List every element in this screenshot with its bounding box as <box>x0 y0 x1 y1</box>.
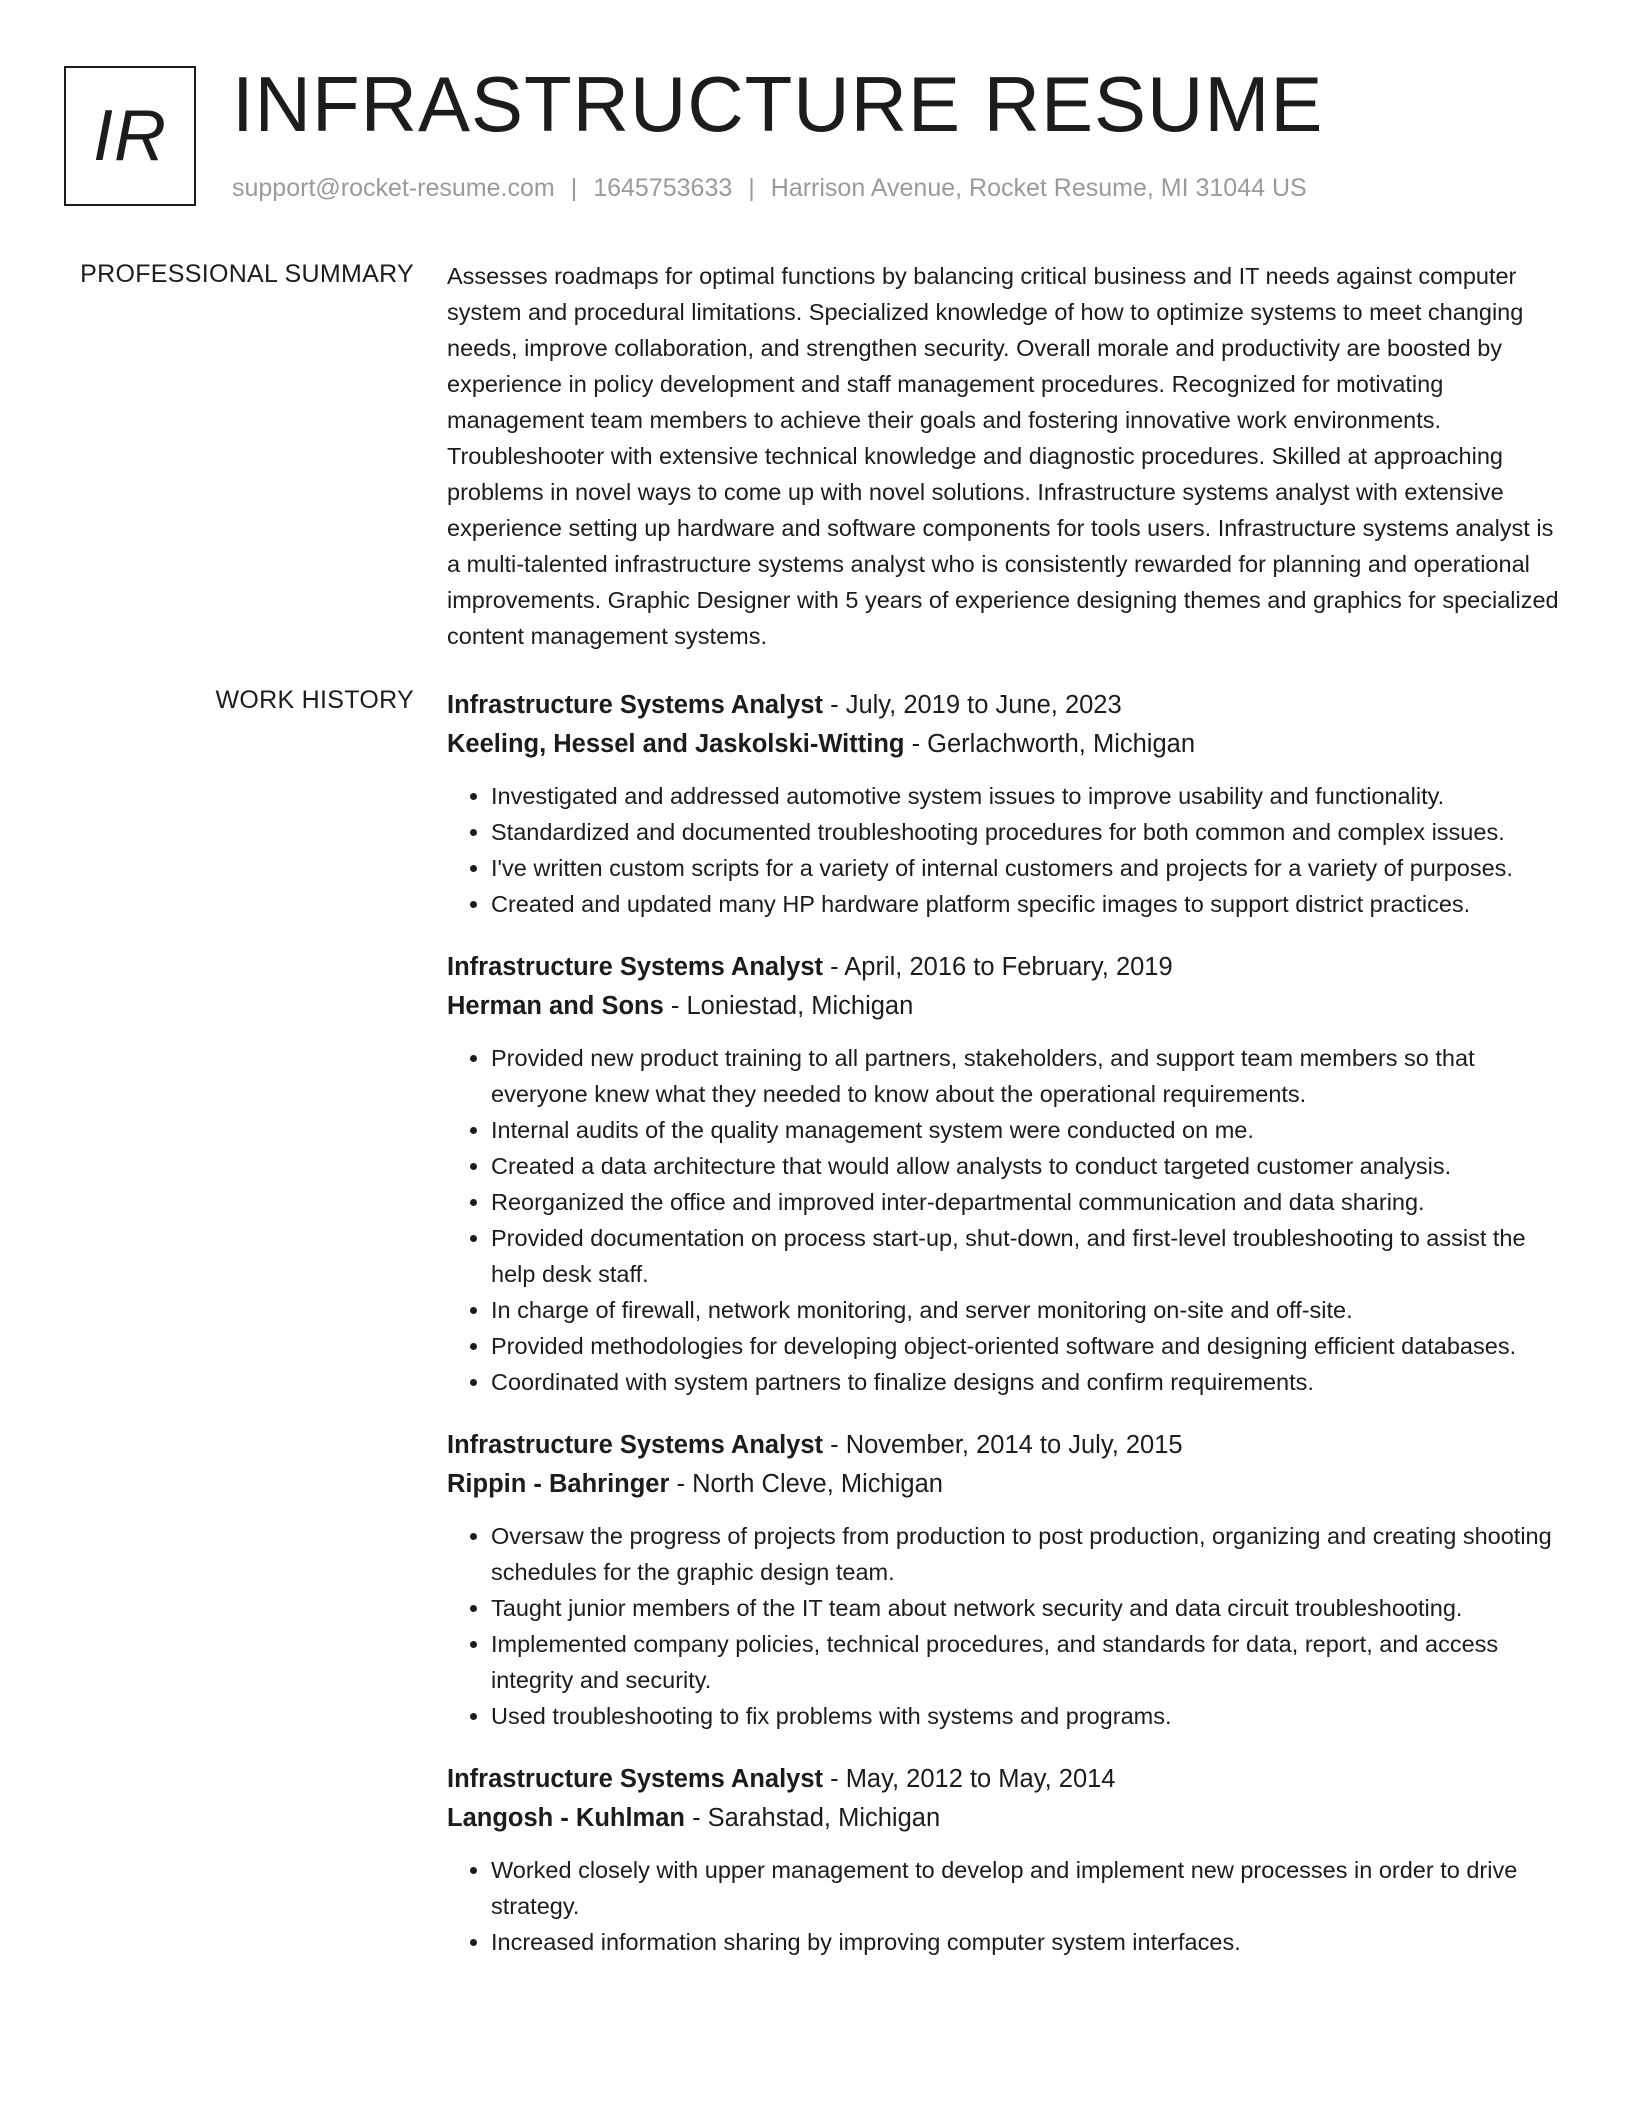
job-location: - Gerlachworth, Michigan <box>904 730 1196 758</box>
job-bullet-list <box>447 1518 1567 1734</box>
job-company-line <box>447 1799 1567 1838</box>
job-bullet: • Provided new product training to all partners, stakeholders, and support team members so that everyone knew what they needed to know about the operational requirements. <box>491 1040 1567 1112</box>
contact-email: support@rocket-resume.com <box>232 174 555 202</box>
resume-title: INFRASTRUCTURE RESUME <box>232 60 1324 148</box>
job-title-line <box>447 1760 1567 1799</box>
summary-body <box>447 258 1567 654</box>
job-company-line <box>447 987 1567 1026</box>
job-bullet: • Coordinated with system partners to finalize designs and confirm requirements. <box>491 1364 1567 1400</box>
job-title: Infrastructure Systems Analyst <box>447 691 824 719</box>
job-title-line <box>447 1426 1567 1465</box>
job-company: Herman and Sons <box>447 992 664 1020</box>
job-dates: - April, 2016 to February, 2019 <box>823 953 1173 981</box>
monogram-logo: IR <box>64 66 196 206</box>
contact-address: Harrison Avenue, Rocket Resume, MI 31044 US <box>770 174 1307 202</box>
job-entry <box>447 1426 1567 1734</box>
contact-separator: | <box>748 174 755 202</box>
job-bullet: • I've written custom scripts for a variety of internal customers and projects for a variety of purposes. <box>491 850 1567 886</box>
job-company-line <box>447 1465 1567 1504</box>
job-location: - Sarahstad, Michigan <box>685 1804 941 1832</box>
job-title: Infrastructure Systems Analyst <box>447 953 824 981</box>
job-location: - Loniestad, Michigan <box>663 992 914 1020</box>
job-bullet: • In charge of firewall, network monitoring, and server monitoring on-site and off-site. <box>491 1292 1567 1328</box>
contact-separator: | <box>570 174 578 202</box>
job-bullet: • Internal audits of the quality management system were conducted on me. <box>491 1112 1567 1148</box>
job-title-line <box>447 948 1567 987</box>
contact-line <box>232 174 1307 203</box>
job-dates: - July, 2019 to June, 2023 <box>823 691 1122 719</box>
job-bullet: • Reorganized the office and improved inter-departmental communication and data sharing. <box>491 1184 1567 1220</box>
job-entry <box>447 948 1567 1400</box>
job-bullet: • Oversaw the progress of projects from production to post production, organizing and creating shooting schedules for the graphic design team. <box>491 1518 1567 1590</box>
job-company: Keeling, Hessel and Jaskolski-Witting <box>447 730 905 758</box>
job-bullet-list <box>447 1040 1567 1400</box>
job-bullet: • Provided documentation on process start-up, shut-down, and first-level troubleshooting to assist the help desk staff. <box>491 1220 1567 1292</box>
work-history-list <box>447 686 1567 1986</box>
job-bullet-list <box>447 1852 1567 1960</box>
section-label-work-history: WORK HISTORY <box>215 686 414 714</box>
job-bullet: • Created and updated many HP hardware platform specific images to support district practices. <box>491 886 1567 922</box>
job-bullet: • Investigated and addressed automotive system issues to improve usability and functionality. <box>491 778 1567 814</box>
job-entry <box>447 1760 1567 1960</box>
job-title: Infrastructure Systems Analyst <box>447 1431 824 1459</box>
job-entry <box>447 686 1567 922</box>
job-bullet: • Worked closely with upper management to develop and implement new processes in order to drive strategy. <box>491 1852 1567 1924</box>
job-bullet: • Used troubleshooting to fix problems with systems and programs. <box>491 1698 1567 1734</box>
summary-text: Assesses roadmaps for optimal functions by balancing critical business and IT needs against computer system and procedural limitations. Specialized knowledge of how to optimize systems to meet changing needs, improve collaboration, and strengthen security. Overall morale and productivity are boosted by experience in policy development and staff management procedures. Recognized for motivating management team members to achieve their goals and fostering innovative work environments. Troubleshooter with extensive technical knowledge and diagnostic procedures. Skilled at approaching problems in novel ways to come up with novel solutions. Infrastructure systems analyst with extensive experience setting up hardware and software components for tools users. Infrastructure systems analyst is a multi-talented infrastructure systems analyst who is consistently rewarded for planning and operational improvements. Graphic Designer with 5 years of experience designing themes and graphics for specialized content management systems. <box>447 263 1559 649</box>
job-company: Rippin - Bahringer <box>447 1470 670 1498</box>
job-bullet: • Provided methodologies for developing object-oriented software and designing efficient databases. <box>491 1328 1567 1364</box>
job-location: - North Cleve, Michigan <box>669 1470 943 1498</box>
job-dates: - May, 2012 to May, 2014 <box>823 1765 1116 1793</box>
job-bullet: • Taught junior members of the IT team about network security and data circuit troubleshooting. <box>491 1590 1567 1626</box>
job-title-line <box>447 686 1567 725</box>
job-bullet: • Implemented company policies, technical procedures, and standards for data, report, and access integrity and security. <box>491 1626 1567 1698</box>
contact-phone: 1645753633 <box>593 174 733 202</box>
job-bullet: • Created a data architecture that would allow analysts to conduct targeted customer analysis. <box>491 1148 1567 1184</box>
job-bullet-list <box>447 778 1567 922</box>
job-bullet: • Standardized and documented troubleshooting procedures for both common and complex issues. <box>491 814 1567 850</box>
job-bullet: • Increased information sharing by improving computer system interfaces. <box>491 1924 1567 1960</box>
job-dates: - November, 2014 to July, 2015 <box>823 1431 1183 1459</box>
job-company: Langosh - Kuhlman <box>447 1804 685 1832</box>
job-title: Infrastructure Systems Analyst <box>447 1765 824 1793</box>
section-label-summary: PROFESSIONAL SUMMARY <box>80 260 414 288</box>
job-company-line <box>447 725 1567 764</box>
